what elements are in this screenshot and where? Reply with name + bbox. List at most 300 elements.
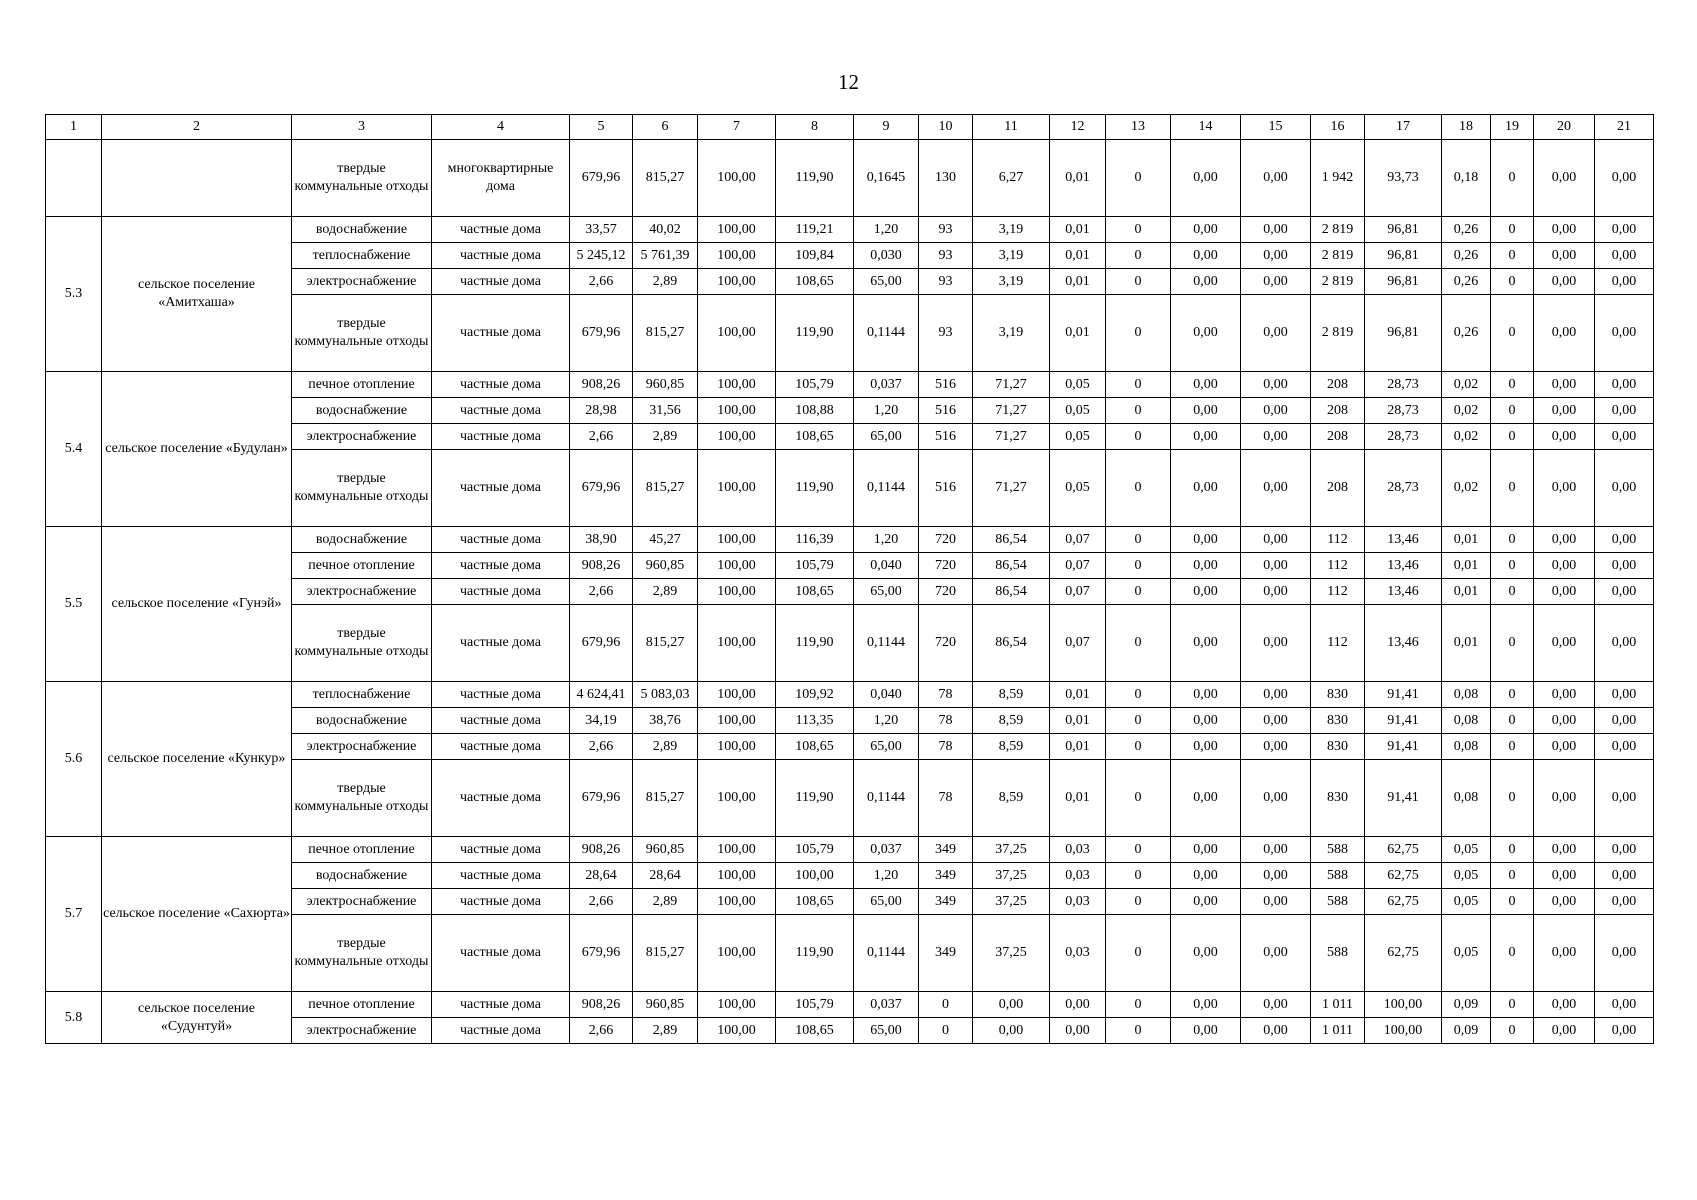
value-cell: 65,00	[854, 1018, 919, 1044]
value-cell: 100,00	[698, 553, 776, 579]
value-cell: 0,09	[1442, 992, 1491, 1018]
housing-type-cell: частные дома	[432, 992, 570, 1018]
value-cell: 0,00	[1534, 372, 1595, 398]
value-cell: 0,1144	[854, 295, 919, 372]
value-cell: 0	[1106, 863, 1171, 889]
value-cell: 0,05	[1050, 372, 1106, 398]
column-header: 4	[432, 115, 570, 140]
value-cell: 0	[1491, 295, 1534, 372]
value-cell: 100,00	[698, 992, 776, 1018]
value-cell: 108,65	[776, 1018, 854, 1044]
value-cell: 0	[1491, 398, 1534, 424]
value-cell: 100,00	[698, 915, 776, 992]
column-header: 14	[1171, 115, 1241, 140]
value-cell: 0,00	[1241, 734, 1311, 760]
value-cell: 86,54	[973, 605, 1050, 682]
value-cell: 0,00	[1241, 760, 1311, 837]
value-cell: 1,20	[854, 863, 919, 889]
service-cell: водоснабжение	[292, 708, 432, 734]
value-cell: 5 245,12	[570, 243, 633, 269]
value-cell: 86,54	[973, 579, 1050, 605]
value-cell: 0,00	[1534, 424, 1595, 450]
value-cell: 0,01	[1050, 140, 1106, 217]
value-cell: 0,00	[1534, 760, 1595, 837]
value-cell: 0,00	[1534, 450, 1595, 527]
value-cell: 3,19	[973, 243, 1050, 269]
value-cell: 0,00	[1595, 450, 1654, 527]
value-cell: 1,20	[854, 398, 919, 424]
value-cell: 37,25	[973, 915, 1050, 992]
value-cell: 0,00	[1241, 243, 1311, 269]
value-cell: 2,66	[570, 269, 633, 295]
column-header: 3	[292, 115, 432, 140]
value-cell: 679,96	[570, 760, 633, 837]
value-cell: 815,27	[633, 450, 698, 527]
value-cell: 0,03	[1050, 915, 1106, 992]
value-cell: 100,00	[698, 243, 776, 269]
value-cell: 100,00	[698, 217, 776, 243]
value-cell: 0,00	[1595, 579, 1654, 605]
value-cell: 588	[1311, 863, 1365, 889]
value-cell: 100,00	[698, 398, 776, 424]
value-cell: 0,00	[1534, 915, 1595, 992]
value-cell: 0,1144	[854, 915, 919, 992]
table-row	[46, 992, 1654, 1018]
value-cell: 0,00	[1534, 140, 1595, 217]
service-cell: водоснабжение	[292, 398, 432, 424]
value-cell: 0,07	[1050, 553, 1106, 579]
value-cell: 0,00	[1241, 372, 1311, 398]
settlement-name-cell: сельское поселение «Гунэй»	[102, 527, 292, 682]
service-cell: электроснабжение	[292, 579, 432, 605]
value-cell: 588	[1311, 889, 1365, 915]
value-cell: 100,00	[698, 837, 776, 863]
service-cell: водоснабжение	[292, 527, 432, 553]
value-cell: 0,02	[1442, 424, 1491, 450]
value-cell: 2,66	[570, 579, 633, 605]
value-cell: 93	[919, 243, 973, 269]
value-cell: 0,00	[1241, 553, 1311, 579]
value-cell: 93	[919, 269, 973, 295]
value-cell: 0	[1491, 992, 1534, 1018]
table-row	[46, 140, 1654, 217]
value-cell: 0,00	[1595, 269, 1654, 295]
value-cell: 0,00	[1171, 450, 1241, 527]
value-cell: 8,59	[973, 760, 1050, 837]
value-cell: 2,89	[633, 579, 698, 605]
value-cell: 0,00	[1595, 424, 1654, 450]
value-cell: 100,00	[698, 527, 776, 553]
value-cell: 0	[1106, 269, 1171, 295]
value-cell: 34,19	[570, 708, 633, 734]
settlement-name-cell: сельское поселение «Будулан»	[102, 372, 292, 527]
value-cell: 65,00	[854, 889, 919, 915]
value-cell: 0,00	[1171, 295, 1241, 372]
value-cell: 679,96	[570, 140, 633, 217]
value-cell: 1,20	[854, 708, 919, 734]
value-cell: 0	[1491, 708, 1534, 734]
value-cell: 815,27	[633, 295, 698, 372]
value-cell: 28,64	[633, 863, 698, 889]
value-cell: 0	[1106, 579, 1171, 605]
value-cell: 37,25	[973, 837, 1050, 863]
value-cell: 6,27	[973, 140, 1050, 217]
value-cell: 0,040	[854, 682, 919, 708]
value-cell: 0,00	[1595, 605, 1654, 682]
value-cell: 0,00	[1534, 398, 1595, 424]
value-cell: 113,35	[776, 708, 854, 734]
value-cell: 0,01	[1442, 553, 1491, 579]
value-cell: 0	[1106, 682, 1171, 708]
value-cell: 830	[1311, 682, 1365, 708]
value-cell: 91,41	[1365, 760, 1442, 837]
value-cell: 0	[1491, 243, 1534, 269]
value-cell: 0,00	[1171, 398, 1241, 424]
value-cell: 0,26	[1442, 243, 1491, 269]
housing-type-cell: частные дома	[432, 553, 570, 579]
value-cell: 516	[919, 424, 973, 450]
value-cell: 0	[1491, 579, 1534, 605]
value-cell: 0,00	[1241, 295, 1311, 372]
value-cell: 45,27	[633, 527, 698, 553]
value-cell: 349	[919, 915, 973, 992]
value-cell: 13,46	[1365, 553, 1442, 579]
group-number-cell: 5.6	[46, 682, 102, 837]
value-cell: 0,01	[1442, 579, 1491, 605]
value-cell: 62,75	[1365, 889, 1442, 915]
value-cell: 62,75	[1365, 915, 1442, 992]
value-cell: 2 819	[1311, 295, 1365, 372]
value-cell: 0	[1106, 217, 1171, 243]
housing-type-cell: частные дома	[432, 450, 570, 527]
table-row	[46, 372, 1654, 398]
value-cell: 2,66	[570, 1018, 633, 1044]
value-cell: 0,040	[854, 553, 919, 579]
value-cell: 0,1645	[854, 140, 919, 217]
settlement-name-cell: сельское поселение «Сахюрта»	[102, 837, 292, 992]
value-cell: 5 761,39	[633, 243, 698, 269]
value-cell: 0,00	[1171, 889, 1241, 915]
value-cell: 86,54	[973, 527, 1050, 553]
group-number-cell: 5.7	[46, 837, 102, 992]
housing-type-cell: частные дома	[432, 734, 570, 760]
value-cell: 0,00	[1534, 269, 1595, 295]
value-cell: 119,90	[776, 140, 854, 217]
value-cell: 0,00	[1171, 140, 1241, 217]
value-cell: 588	[1311, 915, 1365, 992]
value-cell: 0,01	[1050, 682, 1106, 708]
value-cell: 0,00	[1171, 579, 1241, 605]
value-cell: 71,27	[973, 372, 1050, 398]
housing-type-cell: частные дома	[432, 217, 570, 243]
value-cell: 0,00	[1241, 269, 1311, 295]
service-cell: электроснабжение	[292, 1018, 432, 1044]
value-cell: 100,00	[698, 760, 776, 837]
value-cell: 65,00	[854, 424, 919, 450]
value-cell: 0,05	[1442, 837, 1491, 863]
value-cell: 119,90	[776, 605, 854, 682]
value-cell: 119,21	[776, 217, 854, 243]
value-cell: 0,00	[1171, 682, 1241, 708]
value-cell: 1 011	[1311, 992, 1365, 1018]
value-cell: 0	[1106, 915, 1171, 992]
value-cell: 0,02	[1442, 398, 1491, 424]
value-cell: 0,02	[1442, 450, 1491, 527]
value-cell: 0,00	[1534, 837, 1595, 863]
value-cell: 2,89	[633, 424, 698, 450]
value-cell: 349	[919, 889, 973, 915]
table-row	[46, 217, 1654, 243]
value-cell: 100,00	[698, 889, 776, 915]
value-cell: 0	[1106, 424, 1171, 450]
value-cell: 0,00	[1241, 863, 1311, 889]
column-header: 7	[698, 115, 776, 140]
value-cell: 100,00	[1365, 1018, 1442, 1044]
value-cell: 4 624,41	[570, 682, 633, 708]
value-cell: 78	[919, 760, 973, 837]
value-cell: 0,00	[1171, 424, 1241, 450]
value-cell: 2,66	[570, 889, 633, 915]
value-cell: 112	[1311, 527, 1365, 553]
value-cell: 0	[1491, 1018, 1534, 1044]
value-cell: 0,05	[1442, 915, 1491, 992]
column-header: 10	[919, 115, 973, 140]
value-cell: 0,00	[1241, 889, 1311, 915]
value-cell: 100,00	[698, 682, 776, 708]
value-cell: 96,81	[1365, 295, 1442, 372]
value-cell: 71,27	[973, 424, 1050, 450]
value-cell: 0,00	[1595, 295, 1654, 372]
value-cell: 208	[1311, 398, 1365, 424]
value-cell: 93,73	[1365, 140, 1442, 217]
value-cell: 3,19	[973, 295, 1050, 372]
value-cell: 0,037	[854, 992, 919, 1018]
value-cell: 0,00	[1595, 889, 1654, 915]
value-cell: 38,76	[633, 708, 698, 734]
housing-type-cell: частные дома	[432, 708, 570, 734]
value-cell: 100,00	[698, 450, 776, 527]
settlement-name-cell	[102, 140, 292, 217]
value-cell: 908,26	[570, 837, 633, 863]
value-cell: 0,00	[1050, 1018, 1106, 1044]
value-cell: 116,39	[776, 527, 854, 553]
value-cell: 0,00	[1534, 682, 1595, 708]
value-cell: 13,46	[1365, 579, 1442, 605]
value-cell: 0,00	[973, 992, 1050, 1018]
value-cell: 0,03	[1050, 837, 1106, 863]
value-cell: 108,65	[776, 269, 854, 295]
housing-type-cell: частные дома	[432, 579, 570, 605]
value-cell: 3,19	[973, 269, 1050, 295]
value-cell: 0	[1491, 915, 1534, 992]
value-cell: 0,037	[854, 837, 919, 863]
value-cell: 0,05	[1050, 450, 1106, 527]
value-cell: 40,02	[633, 217, 698, 243]
value-cell: 0,00	[1534, 243, 1595, 269]
value-cell: 100,00	[698, 605, 776, 682]
value-cell: 208	[1311, 424, 1365, 450]
housing-type-cell: частные дома	[432, 372, 570, 398]
value-cell: 0,05	[1442, 863, 1491, 889]
value-cell: 100,00	[698, 372, 776, 398]
service-cell: теплоснабжение	[292, 682, 432, 708]
value-cell: 100,00	[698, 734, 776, 760]
table-row	[46, 682, 1654, 708]
housing-type-cell: частные дома	[432, 1018, 570, 1044]
value-cell: 815,27	[633, 140, 698, 217]
value-cell: 908,26	[570, 992, 633, 1018]
value-cell: 0,18	[1442, 140, 1491, 217]
value-cell: 62,75	[1365, 863, 1442, 889]
value-cell: 0,00	[1171, 217, 1241, 243]
value-cell: 908,26	[570, 553, 633, 579]
column-header: 20	[1534, 115, 1595, 140]
value-cell: 112	[1311, 579, 1365, 605]
value-cell: 130	[919, 140, 973, 217]
value-cell: 0,00	[1050, 992, 1106, 1018]
value-cell: 0,00	[1595, 527, 1654, 553]
service-cell: твердые коммунальные отходы	[292, 140, 432, 217]
value-cell: 0	[1106, 837, 1171, 863]
value-cell: 112	[1311, 605, 1365, 682]
value-cell: 91,41	[1365, 734, 1442, 760]
value-cell: 2,66	[570, 424, 633, 450]
value-cell: 0,01	[1442, 527, 1491, 553]
value-cell: 108,65	[776, 579, 854, 605]
value-cell: 0,08	[1442, 708, 1491, 734]
value-cell: 0,00	[1534, 579, 1595, 605]
value-cell: 65,00	[854, 734, 919, 760]
value-cell: 0,00	[1534, 1018, 1595, 1044]
housing-type-cell: частные дома	[432, 398, 570, 424]
value-cell: 0,00	[1595, 837, 1654, 863]
data-table	[45, 114, 1654, 1044]
value-cell: 349	[919, 863, 973, 889]
value-cell: 0	[1491, 372, 1534, 398]
housing-type-cell: многоквартирные дома	[432, 140, 570, 217]
value-cell: 0,00	[1595, 915, 1654, 992]
value-cell: 0,00	[1595, 398, 1654, 424]
value-cell: 0,00	[1171, 1018, 1241, 1044]
column-header: 15	[1241, 115, 1311, 140]
value-cell: 0,1144	[854, 450, 919, 527]
value-cell: 28,73	[1365, 424, 1442, 450]
value-cell: 0	[1491, 140, 1534, 217]
housing-type-cell: частные дома	[432, 682, 570, 708]
value-cell: 0,05	[1442, 889, 1491, 915]
value-cell: 0,00	[1534, 527, 1595, 553]
column-header: 1	[46, 115, 102, 140]
value-cell: 62,75	[1365, 837, 1442, 863]
column-header: 18	[1442, 115, 1491, 140]
value-cell: 0,26	[1442, 217, 1491, 243]
value-cell: 2,89	[633, 1018, 698, 1044]
value-cell: 119,90	[776, 760, 854, 837]
value-cell: 1 942	[1311, 140, 1365, 217]
housing-type-cell: частные дома	[432, 269, 570, 295]
service-cell: теплоснабжение	[292, 243, 432, 269]
value-cell: 208	[1311, 372, 1365, 398]
value-cell: 0	[1491, 734, 1534, 760]
value-cell: 0,01	[1050, 760, 1106, 837]
value-cell: 0,00	[1241, 579, 1311, 605]
value-cell: 71,27	[973, 398, 1050, 424]
value-cell: 0,01	[1050, 243, 1106, 269]
value-cell: 33,57	[570, 217, 633, 243]
value-cell: 105,79	[776, 837, 854, 863]
value-cell: 0,00	[1171, 760, 1241, 837]
group-number-cell: 5.8	[46, 992, 102, 1044]
value-cell: 100,00	[698, 295, 776, 372]
service-cell: печное отопление	[292, 837, 432, 863]
value-cell: 28,73	[1365, 372, 1442, 398]
value-cell: 2 819	[1311, 217, 1365, 243]
value-cell: 108,65	[776, 734, 854, 760]
value-cell: 0,00	[1595, 140, 1654, 217]
value-cell: 815,27	[633, 915, 698, 992]
value-cell: 0	[1491, 605, 1534, 682]
value-cell: 0,03	[1050, 863, 1106, 889]
value-cell: 0,00	[973, 1018, 1050, 1044]
value-cell: 815,27	[633, 605, 698, 682]
value-cell: 0,00	[1171, 553, 1241, 579]
value-cell: 119,90	[776, 915, 854, 992]
value-cell: 208	[1311, 450, 1365, 527]
service-cell: твердые коммунальные отходы	[292, 295, 432, 372]
value-cell: 0,1144	[854, 760, 919, 837]
value-cell: 720	[919, 579, 973, 605]
value-cell: 720	[919, 527, 973, 553]
value-cell: 720	[919, 605, 973, 682]
value-cell: 78	[919, 734, 973, 760]
value-cell: 0	[1106, 889, 1171, 915]
value-cell: 1,20	[854, 217, 919, 243]
housing-type-cell: частные дома	[432, 424, 570, 450]
value-cell: 65,00	[854, 579, 919, 605]
value-cell: 100,00	[698, 1018, 776, 1044]
value-cell: 105,79	[776, 372, 854, 398]
value-cell: 0,00	[1241, 915, 1311, 992]
value-cell: 830	[1311, 760, 1365, 837]
value-cell: 100,00	[698, 863, 776, 889]
value-cell: 28,73	[1365, 398, 1442, 424]
settlement-name-cell: сельское поселение «Кункур»	[102, 682, 292, 837]
value-cell: 0	[1491, 553, 1534, 579]
value-cell: 516	[919, 372, 973, 398]
value-cell: 0,00	[1171, 734, 1241, 760]
value-cell: 0,08	[1442, 682, 1491, 708]
value-cell: 0,030	[854, 243, 919, 269]
column-header: 11	[973, 115, 1050, 140]
value-cell: 13,46	[1365, 605, 1442, 682]
housing-type-cell: частные дома	[432, 915, 570, 992]
value-cell: 516	[919, 450, 973, 527]
value-cell: 0,08	[1442, 760, 1491, 837]
service-cell: печное отопление	[292, 372, 432, 398]
value-cell: 679,96	[570, 295, 633, 372]
value-cell: 96,81	[1365, 217, 1442, 243]
column-header: 5	[570, 115, 633, 140]
value-cell: 0,00	[1595, 708, 1654, 734]
housing-type-cell: частные дома	[432, 295, 570, 372]
value-cell: 0,03	[1050, 889, 1106, 915]
value-cell: 109,92	[776, 682, 854, 708]
value-cell: 109,84	[776, 243, 854, 269]
value-cell: 0,07	[1050, 527, 1106, 553]
value-cell: 0	[1491, 217, 1534, 243]
value-cell: 0,00	[1171, 243, 1241, 269]
value-cell: 0,00	[1171, 837, 1241, 863]
